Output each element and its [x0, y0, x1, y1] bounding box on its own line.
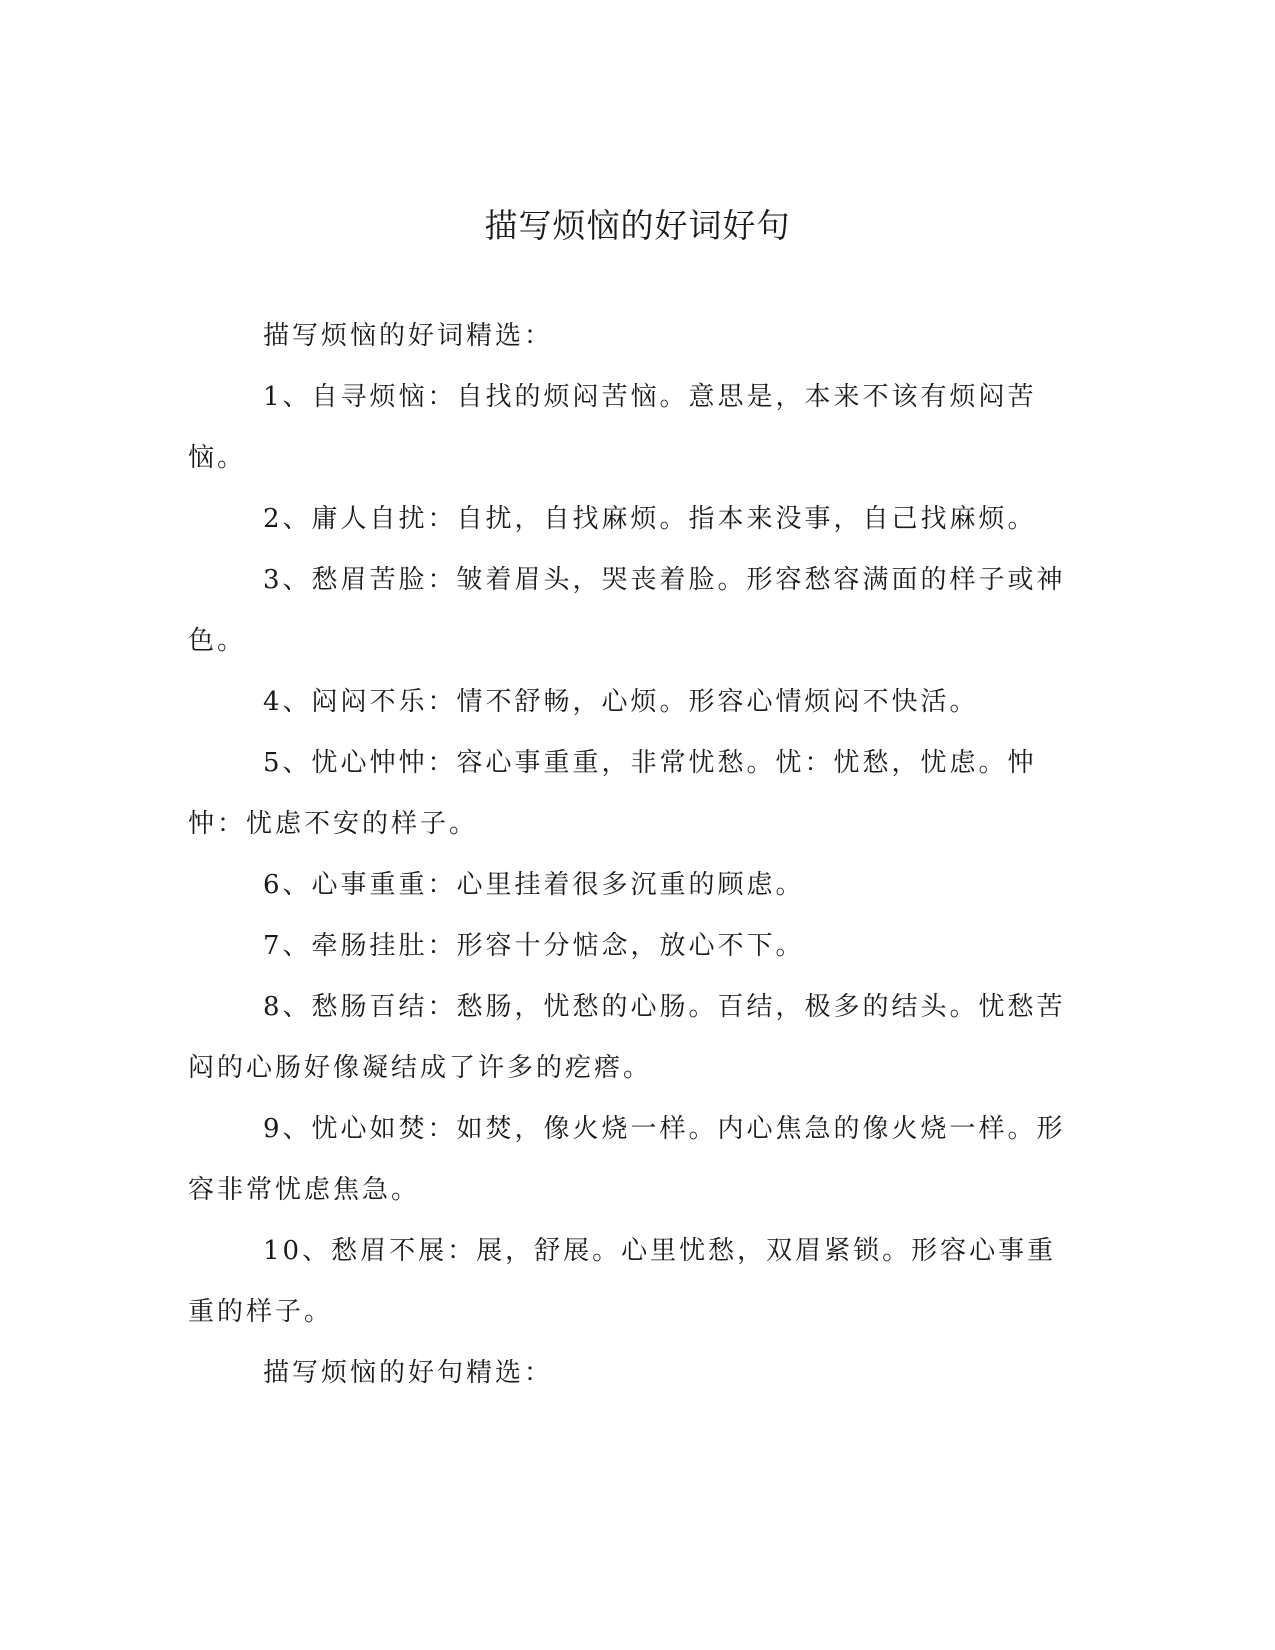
list-item: 2、庸人自扰：自扰，自找麻烦。指本来没事，自己找麻烦。 [263, 504, 1037, 534]
list-item: 8、愁肠百结：愁肠，忧愁的心肠。百结，极多的结头。忧愁苦闷的心肠好像凝结成了许多的疙瘩。 [188, 992, 1066, 1083]
list-item: 9、忧心如焚：如焚，像火烧一样。内心焦急的像火烧一样。形容非常忧虑焦急。 [188, 1114, 1066, 1205]
list-item: 4、闷闷不乐：情不舒畅，心烦。形容心情烦闷不快活。 [263, 687, 979, 717]
list-item: 7、牵肠挂肚：形容十分惦念，放心不下。 [263, 931, 805, 961]
document-body [188, 306, 1073, 1404]
list-item: 5、忧心忡忡：容心事重重，非常忧愁。忧：忧愁，忧虑。忡忡：忧虑不安的样子。 [188, 748, 1037, 839]
section-heading-sentences: 描写烦恼的好句精选： [263, 1358, 554, 1388]
list-item: 3、愁眉苦脸：皱着眉头，哭丧着脸。形容愁容满面的样子或神色。 [188, 565, 1066, 656]
list-item: 1、自寻烦恼：自找的烦闷苦恼。意思是，本来不该有烦闷苦恼。 [188, 382, 1037, 473]
list-item: 10、愁眉不展：展，舒展。心里忧愁，双眉紧锁。形容心事重重的样子。 [188, 1236, 1057, 1327]
section-heading-words: 描写烦恼的好词精选： [263, 321, 554, 351]
document-title: 描写烦恼的好词好句 [484, 206, 791, 245]
list-item: 6、心事重重：心里挂着很多沉重的顾虑。 [263, 870, 805, 900]
